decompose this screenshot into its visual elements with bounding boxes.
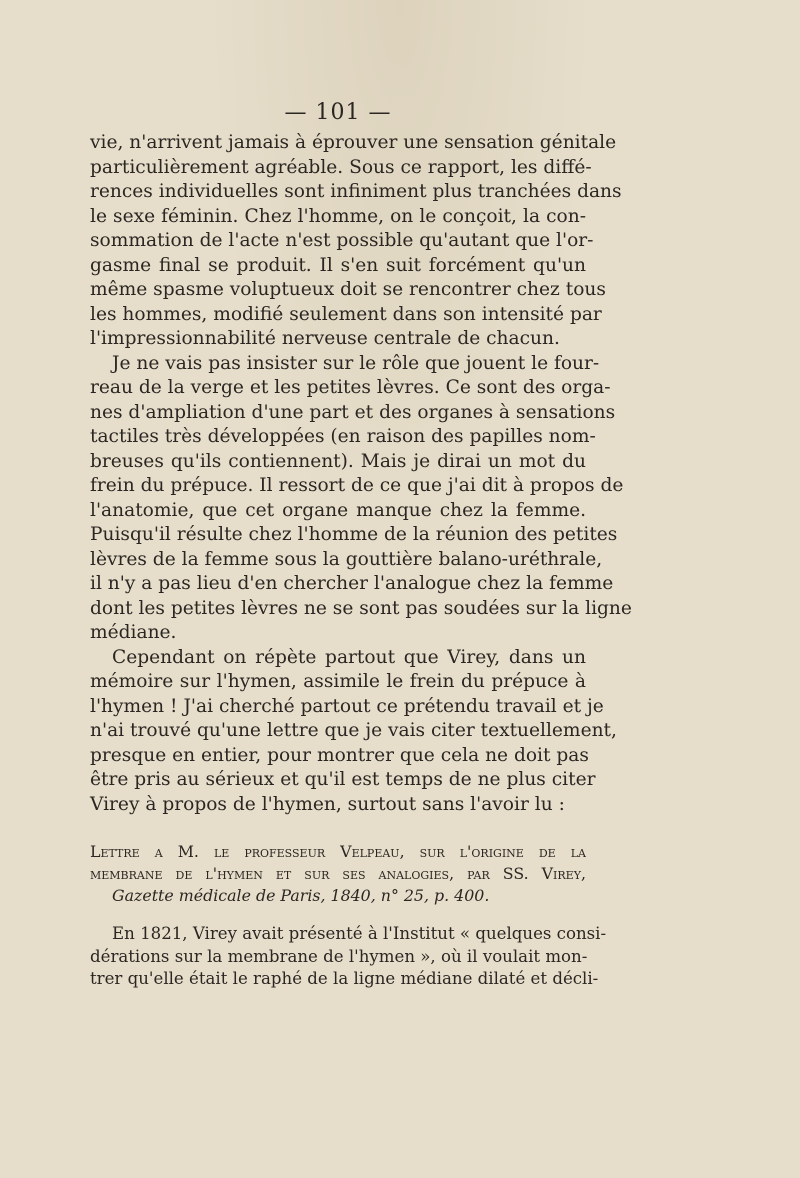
text-line: breuses qu'ils contiennent). Mais je dirai un mot du [90,450,586,472]
text-line: gasme final se produit. Il s'en suit forcément qu'un [90,254,586,276]
text-line: Cependant on répète partout que Virey, dans un [112,646,586,668]
text-line: dérations sur la membrane de l'hymen », où il voulait mon- [90,946,588,966]
text-line: médiane. [90,622,177,643]
paragraph-2 [90,352,632,646]
letter-heading [90,841,586,907]
book-page [90,100,632,991]
heading-line: membrane de l'hymen et sur ses analogies, par SS. Virey, [90,864,586,883]
heading-source-line: Gazette médicale de Paris, 1840, n° 25, p. 400. [112,886,490,905]
text-line: frein du prépuce. Il ressort de ce que j'ai dit à propos de [90,475,624,496]
text-line: Je ne vais pas insister sur le rôle que jouent le four- [112,352,600,374]
text-line: mémoire sur l'hymen, assimile le frein du prépuce à [90,671,586,692]
text-line: dont les petites lèvres ne se sont pas soudées sur la ligne [90,597,632,619]
text-line: l'hymen ! J'ai cherché partout ce prétendu travail et je [90,695,604,717]
text-line: l'anatomie, que cet organe manque chez la femme. [90,499,586,521]
paragraph-1 [90,131,622,352]
text-line: lèvres de la femme sous la gouttière balano-uréthrale, [90,548,603,570]
paragraph-3 [90,646,617,818]
spacer [90,907,586,923]
text-line: presque en entier, pour montrer que cela ne doit pas [90,744,589,766]
text-line: le sexe féminin. Chez l'homme, on le conçoit, la con- [90,205,586,227]
heading-line: Lettre a M. le professeur Velpeau, sur l'origine de la [90,842,586,861]
text-line: Virey à propos de l'hymen, surtout sans l'avoir lu : [90,793,565,815]
text-line: être pris au sérieux et qu'il est temps de ne plus citer [90,769,596,790]
text-line: l'impressionnabilité nerveuse centrale de chacun. [90,328,560,349]
text-line: nes d'ampliation d'une part et des organes à sensations [90,401,616,423]
text-line: n'ai trouvé qu'une lettre que je vais citer textuellement, [90,720,617,741]
text-line: reau de la verge et les petites lèvres. Ce sont des orga- [90,377,611,398]
text-line: rences individuelles sont infiniment plus tranchées dans [90,181,622,202]
text-line: En 1821, Virey avait présenté à l'Institut « quelques consi- [112,924,607,943]
text-line: Puisqu'il résulte chez l'homme de la réunion des petites [90,524,618,545]
page-number: — 101 — [284,100,392,125]
text-line: les hommes, modifié seulement dans son intensité par [90,303,602,325]
text-line: il n'y a pas lieu d'en chercher l'analogue chez la femme [90,573,614,594]
text-line: sommation de l'acte n'est possible qu'autant que l'or- [90,230,594,251]
text-line: particulièrement agréable. Sous ce rapport, les diffé- [90,156,592,178]
text-line: tactiles très développées (en raison des papilles nom- [90,426,596,447]
spacer [90,817,586,841]
text-line: trer qu'elle était le raphé de la ligne médiane dilaté et décli- [90,969,599,988]
quoted-letter [90,923,607,991]
text-line: même spasme voluptueux doit se rencontrer chez tous [90,279,606,300]
text-line: vie, n'arrivent jamais à éprouver une sensation génitale [90,132,617,153]
